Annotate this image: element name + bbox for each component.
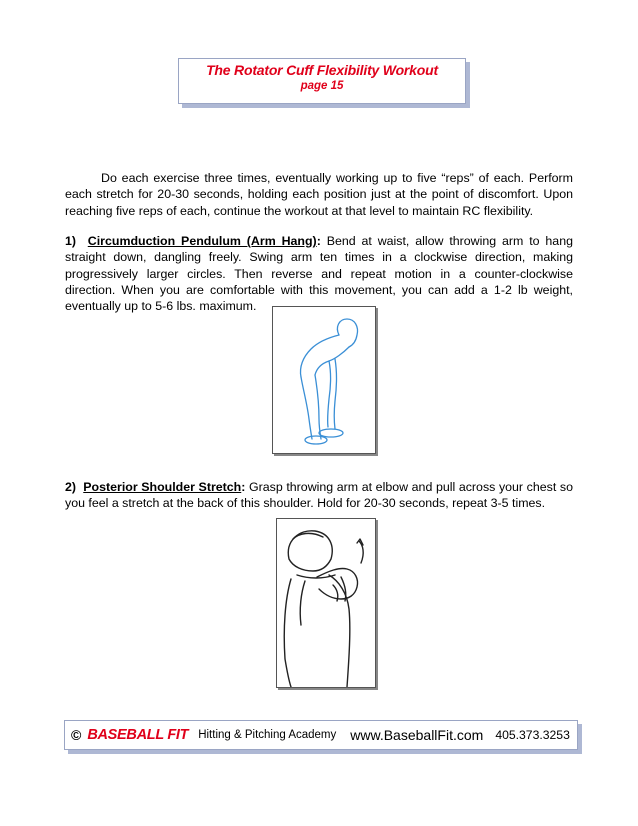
exercise-2-paragraph [65, 479, 573, 512]
brand-name: BASEBALL FIT [87, 727, 189, 743]
shoulder-stretch-figure [276, 518, 376, 688]
exercise-2-name: Posterior Shoulder Stretch [83, 480, 242, 494]
exercise-1-colon: : [316, 234, 321, 248]
footer-banner [64, 720, 578, 750]
exercise-1-heading [65, 234, 321, 248]
exercise-1-text: Bend at waist, allow throwing arm to hang straight down, dangling freely. Swing arm ten times in a clockwise direction, making progressively larger circles. Then reverse and repeat motion in a counter-clockwise direction. When you are comfortable with this movement, you can add a 1-2 lb weight, eventually up to 5-6 lbs. maximum. [65, 234, 573, 314]
copyright-symbol: © [71, 727, 82, 743]
exercise-2-text: Grasp throwing arm at elbow and pull across your chest so you feel a stretch at the back of this shoulder. Hold for 20-30 seconds, repeat 3-5 times. [65, 480, 573, 511]
exercise-2-number: 2) [65, 480, 77, 494]
exercise-1-name: Circumduction Pendulum (Arm Hang) [87, 234, 317, 248]
page-title: The Rotator Cuff Flexibility Workout [206, 62, 438, 78]
exercise-2-heading [65, 480, 245, 494]
pendulum-figure [272, 306, 376, 454]
website-link[interactable]: www.BaseballFit.com [350, 727, 484, 743]
shoulder-stretch-figure-icon [277, 519, 375, 687]
intro-paragraph [65, 170, 573, 219]
title-box [178, 58, 466, 104]
exercise-2-colon: : [241, 480, 246, 494]
phone-number: 405.373.3253 [495, 728, 570, 742]
page-number: page 15 [300, 80, 344, 92]
academy-name: Hitting & Pitching Academy [198, 729, 337, 741]
exercise-1-number: 1) [65, 234, 77, 248]
exercise-1-paragraph [65, 233, 573, 314]
intro-text: Do each exercise three times, eventually working up to five “reps” of each. Perform each stretch for 20-30 seconds, holding each position just at the point of discomfort. Upon reaching five reps of each, continue the workout at that level to maintain RC flexibility. [65, 171, 573, 218]
bent-over-pendulum-figure-icon [273, 307, 375, 453]
